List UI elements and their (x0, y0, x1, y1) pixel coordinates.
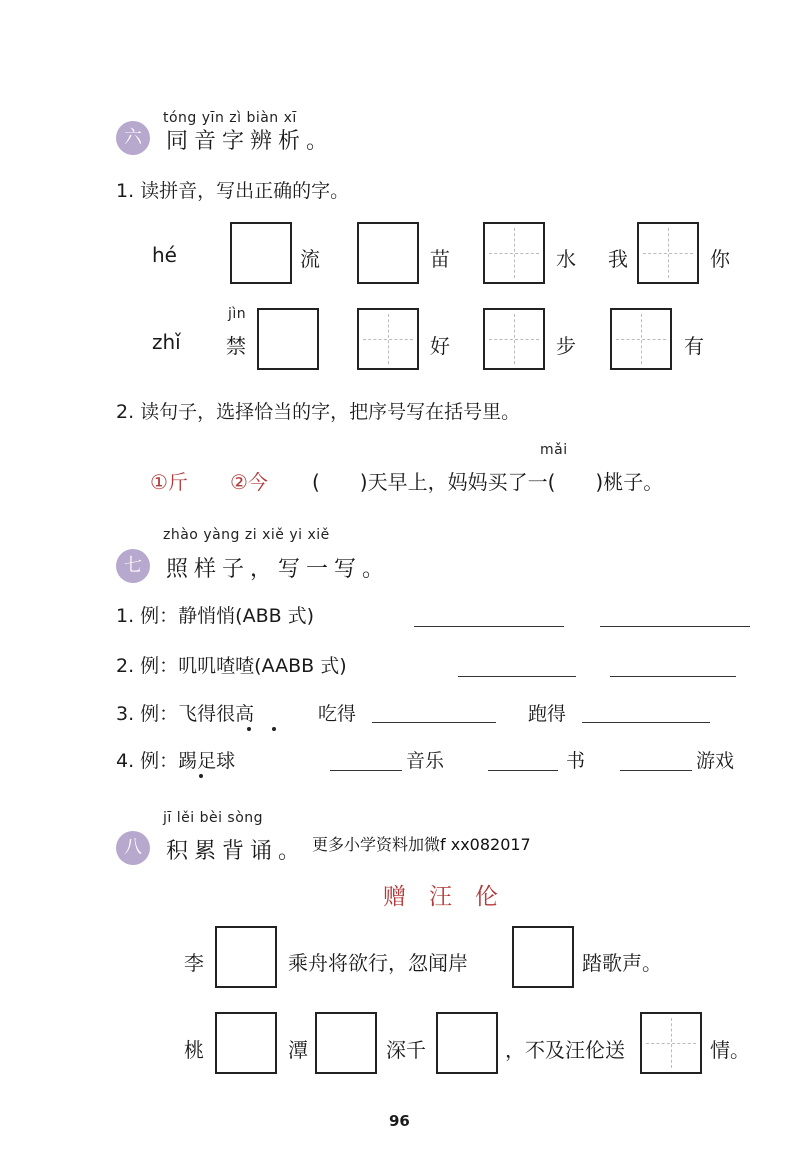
section7-title: 照样子，写一写。 (166, 557, 391, 582)
row2-word-4: 有 (684, 334, 704, 358)
item3-word-2: 跑得 (528, 703, 567, 725)
blank-2a[interactable] (458, 676, 576, 677)
section6-pinyin: tóng yīn zì biàn xī (163, 110, 297, 126)
blank-2b[interactable] (610, 676, 736, 677)
emphasis-dot (272, 727, 276, 731)
poem-box-4[interactable] (315, 1012, 377, 1074)
row2-word-2: 好 (430, 334, 450, 358)
q2-ruby-mai: mǎi (540, 442, 568, 458)
answer-box-he-2[interactable] (357, 222, 419, 284)
poem-line2-part3: 深千 (386, 1038, 426, 1062)
answer-box-zhi-3[interactable] (483, 308, 545, 370)
poem-box-6[interactable] (640, 1012, 702, 1074)
section8-number-badge: 八 (116, 831, 150, 865)
blank-4a[interactable] (330, 770, 402, 771)
choice-1: ①斤 (150, 470, 188, 494)
row1-word-4: 我 (608, 247, 628, 271)
poem-box-2[interactable] (512, 926, 574, 988)
section6-title: 同音字辨析。 (166, 129, 335, 154)
blank-3a[interactable] (372, 722, 496, 723)
row2-word-3: 步 (556, 334, 576, 358)
row1-word-5: 你 (710, 247, 730, 271)
poem-line1-part3: 踏歌声。 (582, 951, 662, 975)
row1-word-3: 水 (556, 247, 576, 271)
answer-box-zhi-2[interactable] (357, 308, 419, 370)
row1-pinyin: hé (152, 243, 177, 267)
poem-title: 赠 汪 伦 (383, 884, 498, 910)
example-item-1: 1. 例：静悄悄(ABB 式) (116, 605, 315, 627)
blank-1a[interactable] (414, 626, 564, 627)
poem-line2-part4: ，不及汪伦送 (505, 1038, 625, 1062)
blank-4c[interactable] (620, 770, 692, 771)
item3-word-1: 吃得 (318, 703, 357, 725)
blank-4b[interactable] (488, 770, 558, 771)
answer-box-zhi-1[interactable] (257, 308, 319, 370)
poem-line1-part1: 李 (184, 951, 204, 975)
row1-word-2: 苗 (430, 247, 450, 271)
answer-box-he-1[interactable] (230, 222, 292, 284)
emphasis-dot (199, 774, 203, 778)
item4-word-2: 书 (566, 750, 586, 772)
blank-3b[interactable] (582, 722, 710, 723)
section6-number-badge: 六 (116, 121, 150, 155)
row2-word-1: 禁 (226, 334, 246, 358)
blank-1b[interactable] (600, 626, 750, 627)
answer-box-zhi-4[interactable] (610, 308, 672, 370)
section7-pinyin: zhào yàng zi xiě yi xiě (163, 527, 330, 543)
section8-pinyin: jī lěi bèi sòng (163, 810, 264, 826)
q2-label: 2. 读句子，选择恰当的字，把序号写在括号里。 (116, 401, 521, 423)
poem-line2-part1: 桃 (184, 1038, 204, 1062)
section7-number-badge: 七 (116, 549, 150, 583)
item4-word-3: 游戏 (696, 750, 735, 772)
example-item-3: 3. 例：飞得很高 (116, 703, 255, 725)
section8-title: 积累背诵。 (166, 839, 307, 864)
poem-box-1[interactable] (215, 926, 277, 988)
poem-line2-part2: 潭 (288, 1038, 308, 1062)
answer-box-he-3[interactable] (483, 222, 545, 284)
row2-ruby-jin: jìn (228, 306, 247, 322)
q1-label: 1. 读拼音，写出正确的字。 (116, 180, 350, 202)
row1-word-1: 流 (300, 247, 320, 271)
item4-word-1: 音乐 (406, 750, 445, 772)
emphasis-dot (247, 727, 251, 731)
example-item-2: 2. 例：叽叽喳喳(AABB 式) (116, 655, 347, 677)
poem-box-3[interactable] (215, 1012, 277, 1074)
row2-pinyin: zhǐ (152, 330, 181, 354)
example-item-4: 4. 例：踢足球 (116, 750, 236, 772)
q2-sentence: ( )天早上，妈妈买了一( )桃子。 (312, 470, 664, 494)
answer-box-he-4[interactable] (637, 222, 699, 284)
watermark-text: 更多小学资料加微f xx082017 (312, 835, 531, 854)
poem-line1-part2: 乘舟将欲行，忽闻岸 (288, 951, 468, 975)
page-number: 96 (389, 1112, 410, 1130)
choice-2: ②今 (230, 470, 268, 494)
poem-line2-part5: 情。 (710, 1038, 750, 1062)
poem-box-5[interactable] (436, 1012, 498, 1074)
